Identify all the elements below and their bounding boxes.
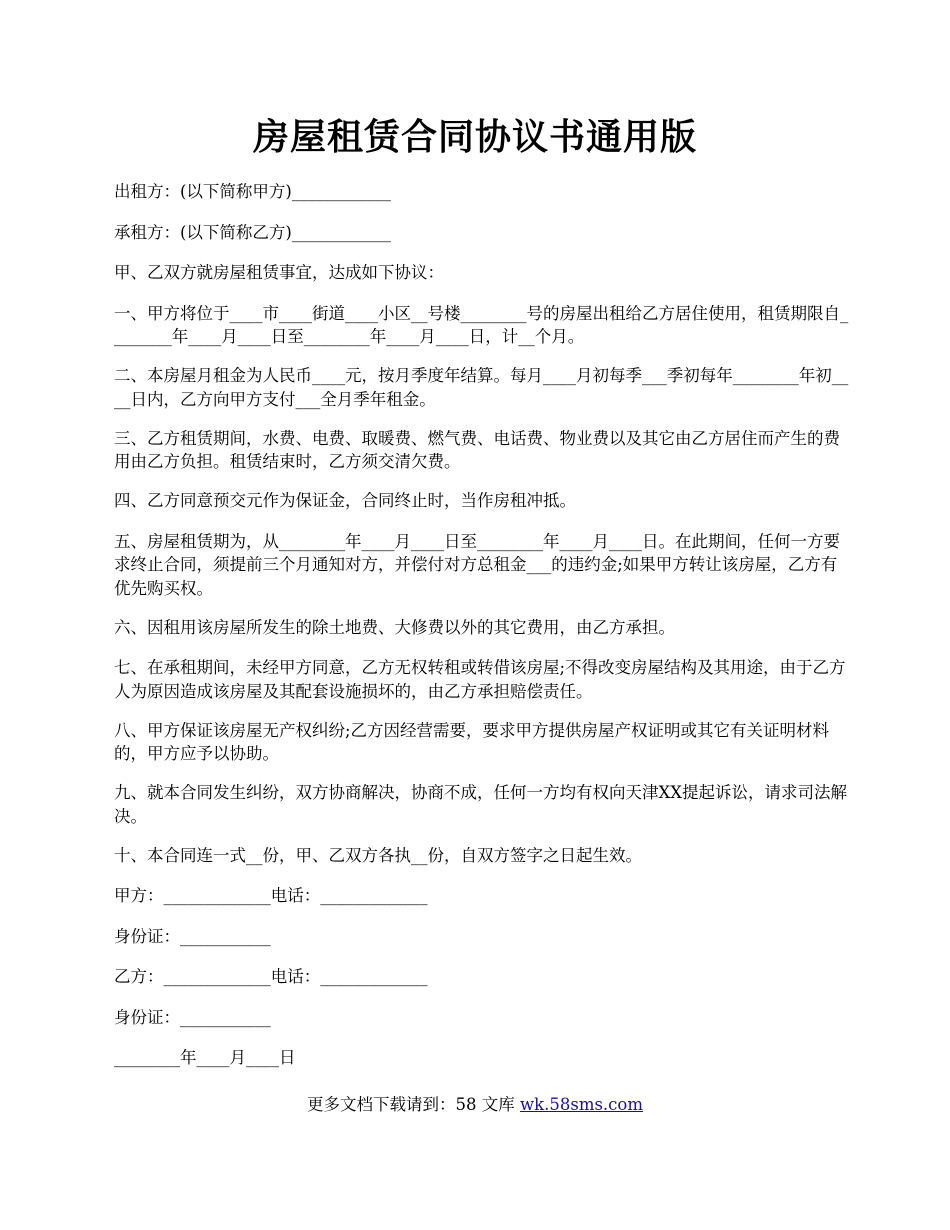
footer-prefix: 更多文档下载请到：58 文库 bbox=[306, 1095, 520, 1114]
clause-8: 八、甲方保证该房屋无产权纠纷;乙方因经营需要，要求甲方提供房屋产权证明或其它有关证明材料的，甲方应予以协助。 bbox=[114, 720, 830, 763]
party-b-signature-line: 乙方：_____________电话：_____________ bbox=[114, 967, 428, 986]
document-title: 房屋租赁合同协议书通用版 bbox=[252, 116, 697, 158]
download-footer bbox=[0, 1093, 950, 1117]
clause-6: 六、因租用该房屋所发生的除土地费、大修费以外的其它费用，由乙方承担。 bbox=[114, 617, 675, 637]
clause-5: 五、房屋租赁期为，从________年____月____日至________年____月____日。在此期间，任何一方要求终止合同，须提前三个月通知对方，并偿付对方总租金___的违约金;如果甲方转让该房屋，乙方有优先购买权。 bbox=[114, 531, 840, 598]
clause-3: 三、乙方租赁期间，水费、电费、取暖费、燃气费、电话费、物业费以及其它由乙方居住而产生的费用由乙方负担。租赁结束时，乙方须交清欠费。 bbox=[114, 428, 840, 471]
clause-7: 七、在承租期间，未经甲方同意，乙方无权转租或转借该房屋;不得改变房屋结构及其用途，由于乙方人为原因造成该房屋及其配套设施损坏的，由乙方承担赔偿责任。 bbox=[114, 658, 846, 701]
paragraph-lessor: 出租方：(以下简称甲方)____________ bbox=[114, 182, 391, 201]
footer-link[interactable]: wk.58sms.com bbox=[519, 1095, 643, 1114]
date-line: ________年____月____日 bbox=[114, 1048, 296, 1067]
clause-10: 十、本合同连一式__份，甲、乙双方各执__份，自双方签字之日起生效。 bbox=[114, 845, 642, 865]
clause-4: 四、乙方同意预交元作为保证金，合同终止时，当作房租冲抵。 bbox=[114, 491, 576, 510]
party-a-signature-line: 甲方：_____________电话：_____________ bbox=[114, 886, 428, 905]
clause-9: 九、就本合同发生纠纷，双方协商解决，协商不成，任何一方均有权向天津XX提起诉讼，请求司法解决。 bbox=[114, 783, 847, 826]
clause-1: 一、甲方将位于____市____街道____小区__号楼________号的房屋出租给乙方居住使用，租赁期限自________年____月____日至________年____月____日，计__个月。 bbox=[114, 303, 849, 346]
document-body bbox=[114, 180, 849, 1087]
paragraph-intro: 甲、乙双方就房屋租赁事宜，达成如下协议： bbox=[114, 263, 444, 282]
party-a-id-line: 身份证：___________ bbox=[114, 926, 271, 946]
party-b-id-line: 身份证：___________ bbox=[114, 1007, 271, 1027]
clause-2: 二、本房屋月租金为人民币____元，按月季度年结算。每月____月初每季___季初每年________年初____日内，乙方向甲方支付___全月季年租金。 bbox=[114, 366, 849, 409]
paragraph-lessee: 承租方：(以下简称乙方)____________ bbox=[114, 222, 391, 242]
